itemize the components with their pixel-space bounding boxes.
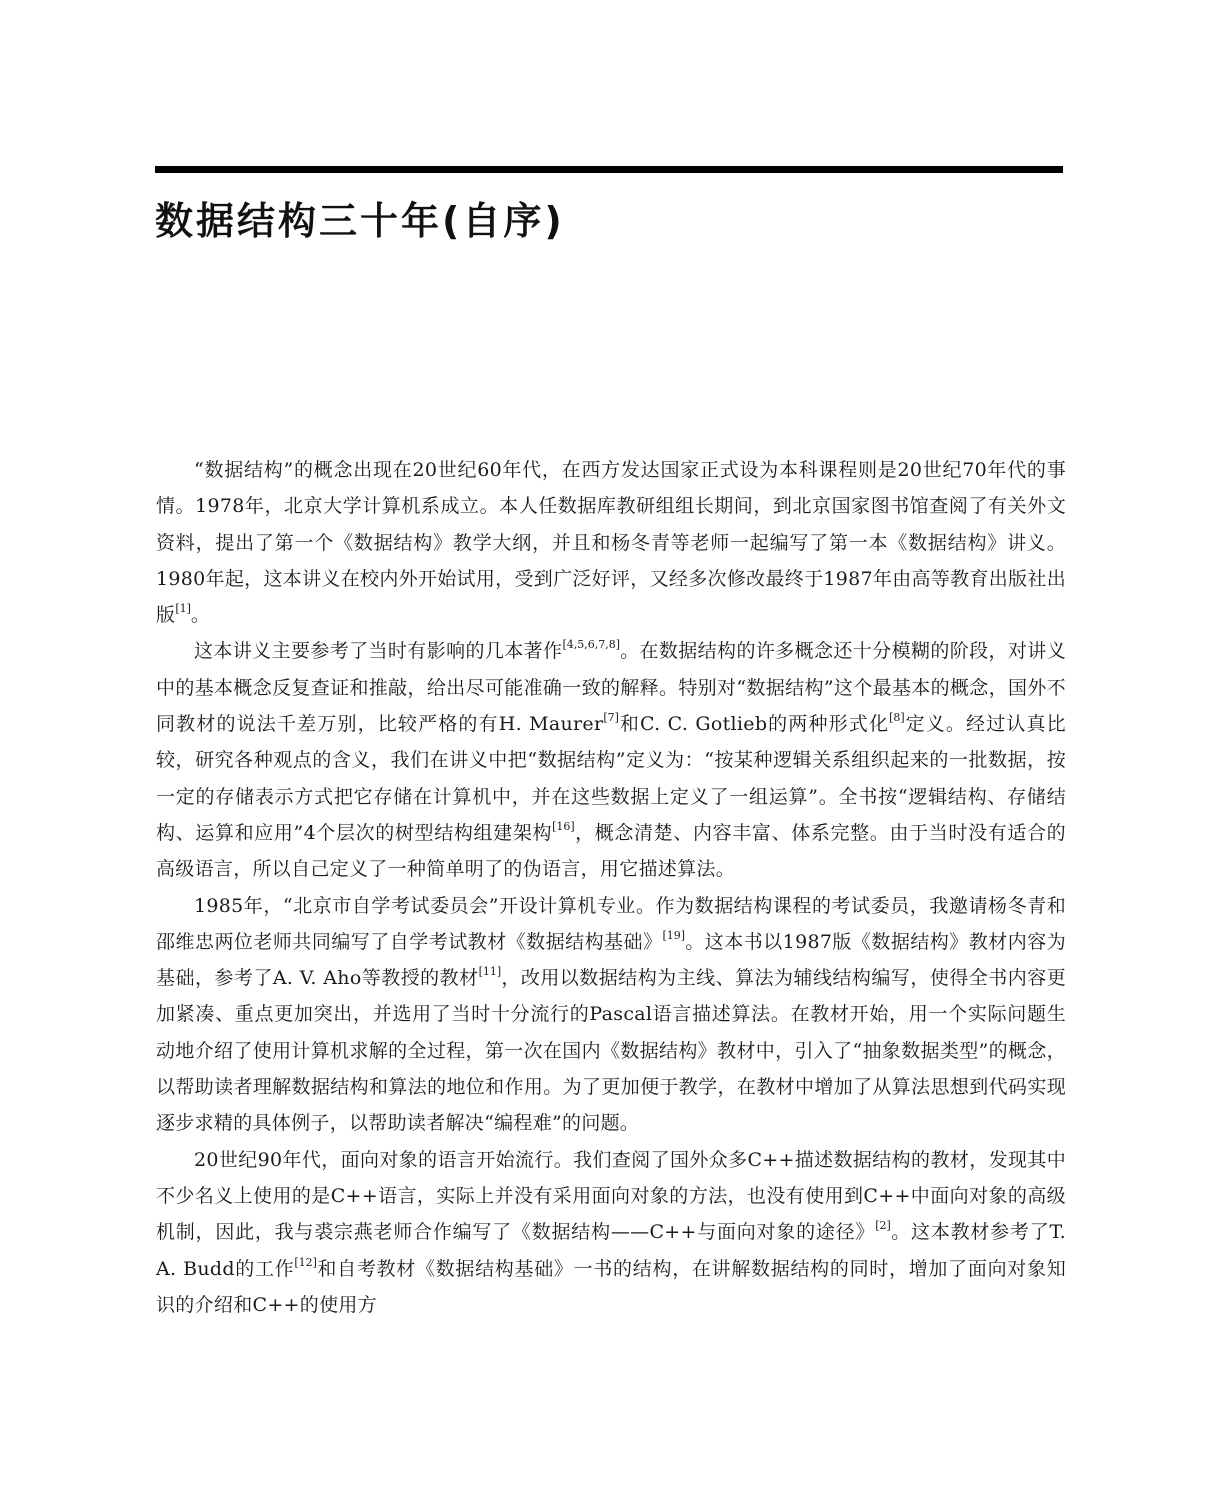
- citation-ref: [12]: [294, 1255, 317, 1269]
- citation-ref: [4,5,6,7,8]: [562, 638, 620, 652]
- text-run: 定义。经过认真比较，研究各种观点的含义，我们在讲义中把“数据结构”定义为：“按某种逻辑关系组织起来的一批数据，按一定的存储表示方式把它存储在计算机中，并在这些数据上定义了一组运算”。全书按“逻辑结构、存储结构、运算和应用”4个层次的树型结构组建架构: [156, 713, 1066, 844]
- citation-ref: [1]: [175, 602, 191, 616]
- citation-ref: [2]: [875, 1219, 891, 1233]
- citation-ref: [11]: [478, 965, 502, 979]
- text-run: 这本讲义主要参考了当时有影响的几本著作: [194, 640, 563, 663]
- text-run: ，改用以数据结构为主线、算法为辅线结构编写，使得全书内容更加紧凑、重点更加突出，并选用了当时十分流行的Pascal语言描述算法。在教材开始，用一个实际问题生动地介绍了使用计算机求解的全过程，第一次在国内《数据结构》教材中，引入了“抽象数据类型”的概念，以帮助读者理解数据结构和算法的地位和作用。为了更加便于教学，在教材中增加了从算法思想到代码实现逐步求精的具体例子，以帮助读者解决“编程难”的问题。: [156, 967, 1066, 1135]
- chapter-title: 数据结构三十年(自序): [155, 199, 565, 243]
- text-run: 20世纪90年代，面向对象的语言开始流行。我们查阅了国外众多C++描述数据结构的教材，发现其中不少名义上使用的是C++语言，实际上并没有采用面向对象的方法，也没有使用到C++中面向对象的高级机制，因此，我与裘宗燕老师合作编写了《数据结构——C++与面向对象的途径》: [156, 1148, 1066, 1244]
- citation-ref: [16]: [552, 819, 575, 833]
- text-run: 和C. C. Gotlieb的两种形式化: [618, 713, 890, 736]
- paragraph: [156, 888, 1066, 1142]
- citation-ref: [19]: [662, 928, 686, 942]
- top-rule: [155, 166, 1063, 173]
- body-text: [156, 452, 1066, 1323]
- text-run: 和自考教材《数据结构基础》一书的结构，在讲解数据结构的同时，增加了面向对象知识的介绍和C++的使用方: [156, 1257, 1067, 1316]
- text-run: 。这本书以1987版《数据结构》教材内容为基础，参考了A. V. Aho等教授的教材: [156, 930, 1066, 990]
- citation-ref: [7]: [603, 711, 619, 725]
- text-run: ，概念清楚、内容丰富、体系完整。由于当时没有适合的高级语言，所以自己定义了一种简单明了的伪语言，用它描述算法。: [156, 821, 1066, 881]
- paragraph: [156, 633, 1066, 887]
- text-run: 1985年，“北京市自学考试委员会”开设计算机专业。作为数据结构课程的考试委员，我邀请杨冬青和邵维忠两位老师共同编写了自学考试教材《数据结构基础》: [156, 894, 1066, 953]
- text-run: “数据结构”的概念出现在20世纪60年代，在西方发达国家正式设为本科课程则是20世纪70年代的事情。1978年，北京大学计算机系成立。本人任数据库教研组组长期间，到北京国家图书馆查阅了有关外文资料，提出了第一个《数据结构》教学大纲，并且和杨冬青等老师一起编写了第一本《数据结构》讲义。1980年起，这本讲义在校内外开始试用，受到广泛好评，又经多次修改最终于1987年由高等教育出版社出版: [156, 459, 1066, 627]
- paragraph: [156, 452, 1066, 633]
- text-run: 。: [190, 604, 211, 627]
- text-run: 。这本教材参考了T. A. Budd的工作: [156, 1221, 1067, 1280]
- paragraph: [156, 1142, 1066, 1323]
- citation-ref: [8]: [889, 711, 905, 725]
- text-run: 。在数据结构的许多概念还十分模糊的阶段，对讲义中的基本概念反复查证和推敲，给出尽可能准确一致的解释。特别对“数据结构”这个最基本的概念，国外不同教材的说法千差万别，比较严格的有H. Maurer: [156, 640, 1066, 736]
